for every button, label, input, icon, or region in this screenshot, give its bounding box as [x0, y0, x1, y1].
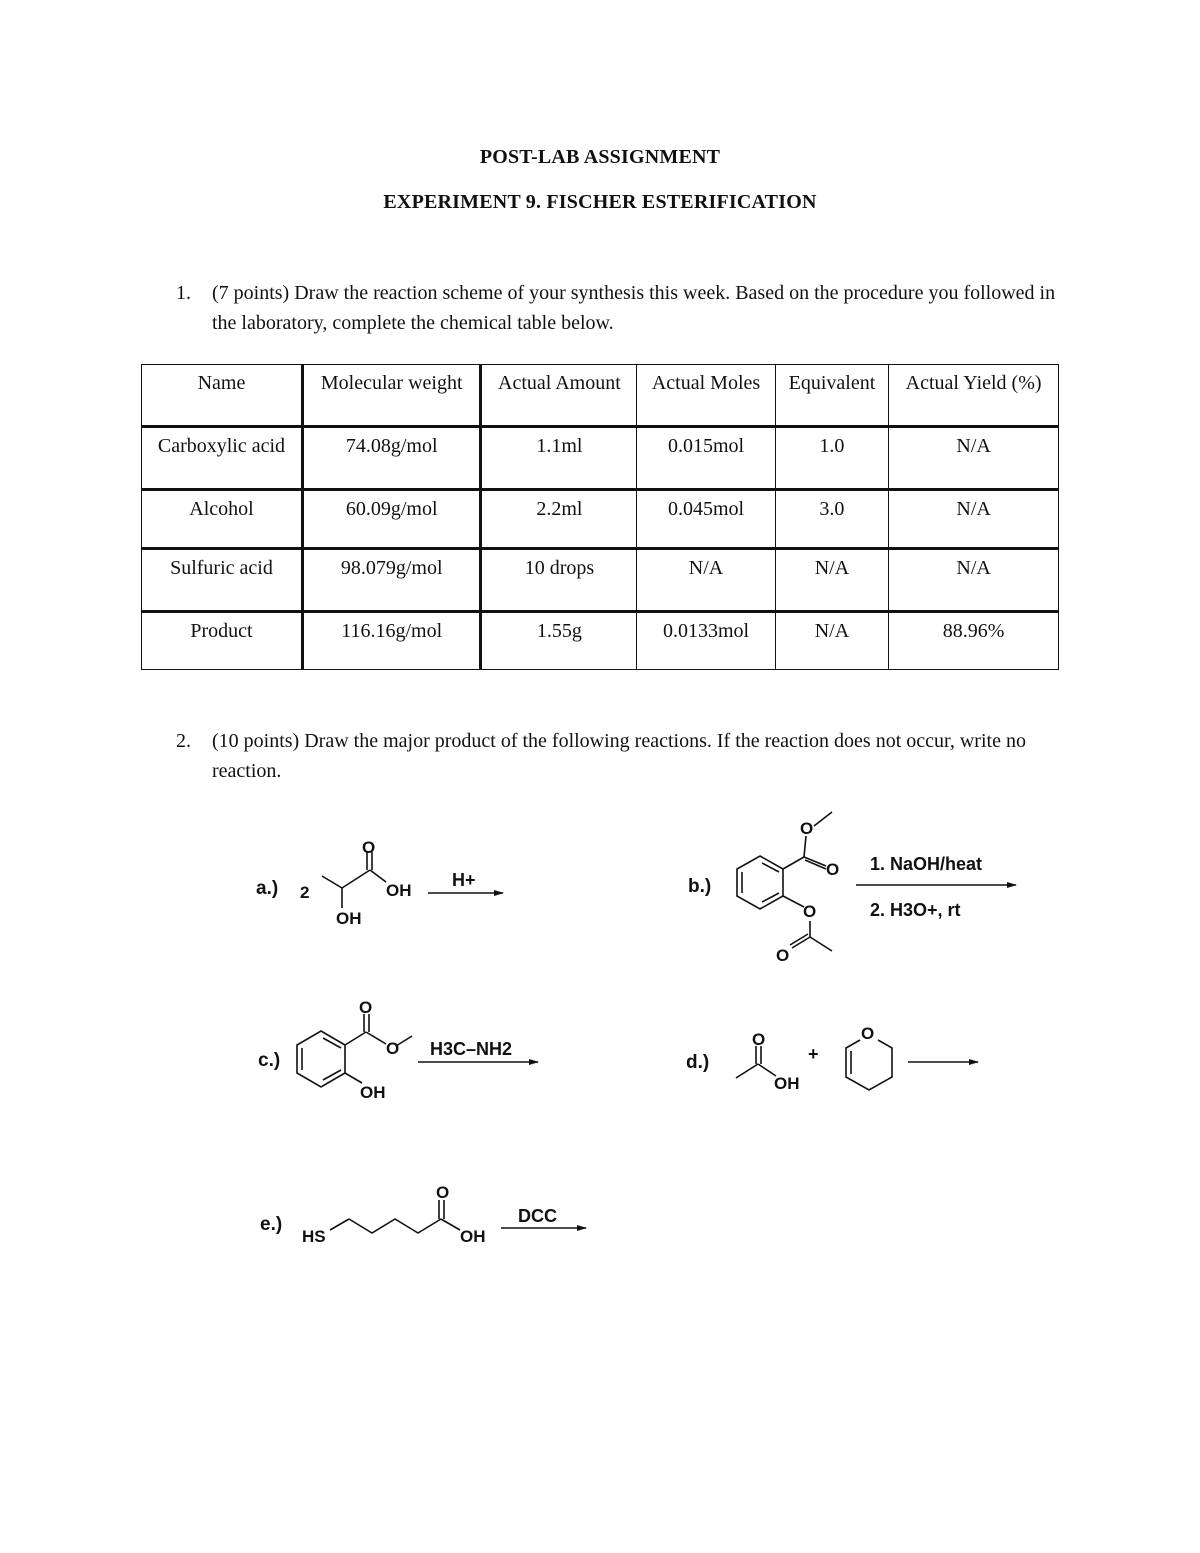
reaction-b-label: b.) — [688, 876, 712, 897]
table-cell: Product — [142, 612, 303, 670]
reaction-e-reagent: DCC — [518, 1206, 557, 1226]
svg-text:O: O — [436, 1183, 450, 1202]
table-cell: 2.2ml — [481, 490, 637, 549]
table-cell: 98.079g/mol — [302, 549, 481, 612]
reaction-d — [686, 1024, 978, 1093]
svg-text:OH: OH — [774, 1074, 800, 1093]
table-cell: 1.0 — [775, 427, 889, 490]
table-cell: 10 drops — [481, 549, 637, 612]
reaction-c-label: c.) — [258, 1050, 281, 1071]
svg-text:OH: OH — [460, 1227, 486, 1246]
header-actual-moles: Actual Moles — [637, 365, 775, 427]
lactic-acid-structure — [322, 838, 412, 928]
acetic-acid-structure — [736, 1030, 800, 1093]
aspirin-methyl-ester-structure — [737, 812, 839, 965]
table-cell: 116.16g/mol — [302, 612, 481, 670]
question-1-number: 1. — [176, 282, 191, 304]
question-2-text: (10 points) Draw the major product of the following reactions. If the reaction does not occur, write no reaction. — [212, 730, 1026, 782]
svg-text:OH: OH — [386, 881, 412, 900]
table-cell: 3.0 — [775, 490, 889, 549]
svg-text:HS: HS — [302, 1227, 326, 1246]
reaction-b-step2: 2. H3O+, rt — [870, 900, 961, 920]
table-cell: 0.045mol — [637, 490, 775, 549]
reaction-e — [260, 1183, 586, 1246]
svg-text:O: O — [776, 946, 790, 965]
table-cell: Carboxylic acid — [142, 427, 303, 490]
reaction-a-coefficient: 2 — [300, 883, 310, 902]
reaction-d-label: d.) — [686, 1052, 710, 1073]
table-cell: 1.1ml — [481, 427, 637, 490]
svg-text:OH: OH — [336, 909, 362, 928]
header-molecular-weight: Molecular weight — [302, 365, 481, 427]
svg-text:O: O — [386, 1039, 400, 1058]
table-cell: Sulfuric acid — [142, 549, 303, 612]
svg-text:O: O — [359, 998, 373, 1017]
reaction-a — [256, 838, 503, 928]
header-actual-yield: Actual Yield (%) — [889, 365, 1059, 427]
table-cell: N/A — [889, 490, 1059, 549]
table-cell: N/A — [889, 427, 1059, 490]
table-cell: 1.55g — [481, 612, 637, 670]
reaction-b-step1: 1. NaOH/heat — [870, 854, 983, 874]
table-cell: 60.09g/mol — [302, 490, 481, 549]
svg-text:O: O — [861, 1024, 875, 1043]
dihydropyran-structure — [846, 1024, 892, 1090]
methyl-salicylate-structure — [297, 998, 412, 1102]
table-cell: 0.0133mol — [637, 612, 775, 670]
table-cell: Alcohol — [142, 490, 303, 549]
table-cell: N/A — [775, 612, 889, 670]
reaction-c — [258, 998, 538, 1102]
header-name: Name — [142, 365, 303, 427]
table-cell: 0.015mol — [637, 427, 775, 490]
header-actual-amount: Actual Amount — [481, 365, 637, 427]
svg-text:OH: OH — [360, 1083, 386, 1102]
svg-text:O: O — [752, 1030, 766, 1049]
reaction-d-plus: + — [808, 1044, 819, 1064]
table-cell: N/A — [775, 549, 889, 612]
table-cell: 88.96% — [889, 612, 1059, 670]
svg-text:O: O — [803, 902, 817, 921]
reaction-a-reagent: H+ — [452, 870, 476, 890]
svg-text:O: O — [800, 819, 814, 838]
table-cell: N/A — [889, 549, 1059, 612]
svg-text:O: O — [362, 838, 376, 857]
reaction-c-reagent: H3C–NH2 — [430, 1039, 513, 1059]
question-2-number: 2. — [176, 730, 191, 752]
table-cell: N/A — [637, 549, 775, 612]
svg-text:O: O — [826, 860, 840, 879]
reaction-a-label: a.) — [256, 878, 279, 899]
page-title: POST-LAB ASSIGNMENT — [479, 146, 721, 168]
header-equivalent: Equivalent — [775, 365, 889, 427]
mercaptopentanoic-acid-structure — [302, 1183, 486, 1246]
experiment-title: EXPERIMENT 9. FISCHER ESTERIFICATION — [383, 191, 817, 213]
question-1-text: (7 points) Draw the reaction scheme of your synthesis this week. Based on the procedure you followed in the laboratory, complete the chemical table below. — [212, 282, 1056, 334]
table-cell: 74.08g/mol — [302, 427, 481, 490]
reaction-e-label: e.) — [260, 1214, 283, 1235]
reaction-b — [688, 812, 1016, 965]
